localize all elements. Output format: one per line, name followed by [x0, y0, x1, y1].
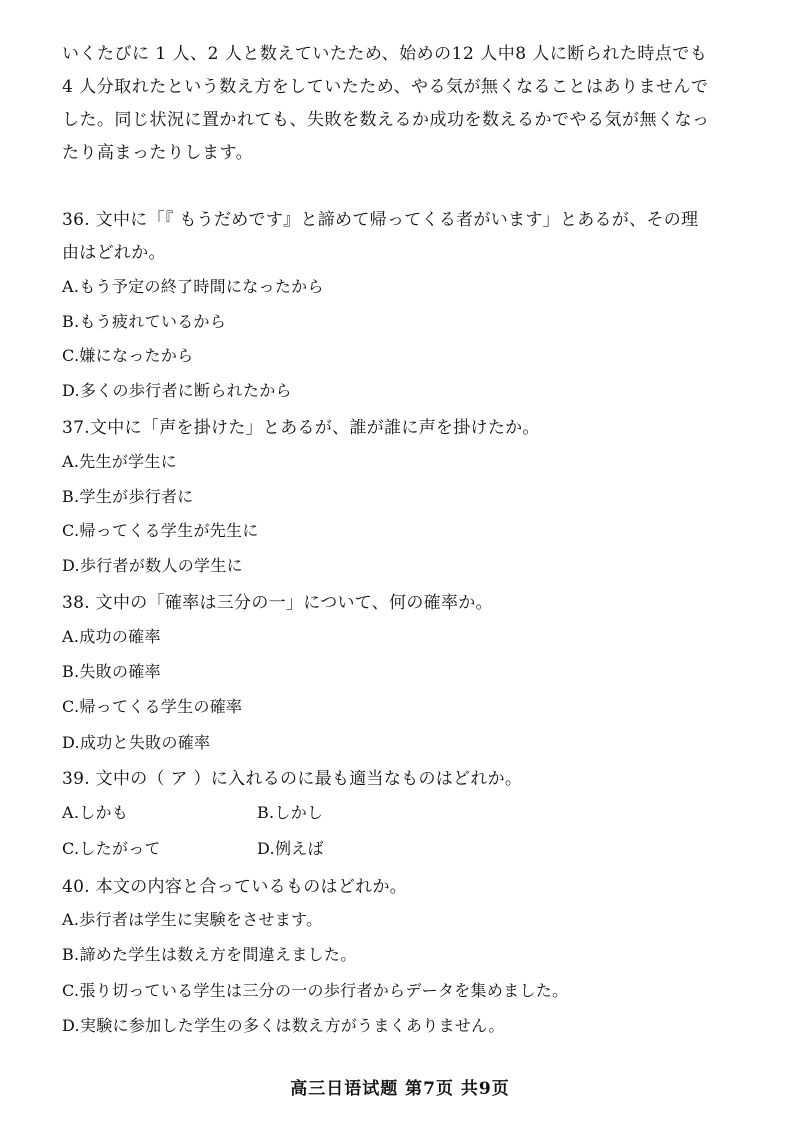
question-40-option-d: D.実験に参加した学生の多くは数え方がうまくありません。	[62, 1016, 505, 1035]
passage-line: 4 人分取れたという数え方をしていたため、やる気が無くなることはありませんで	[62, 77, 709, 97]
question-38-option-c: C.帰ってくる学生の確率	[62, 697, 243, 716]
question-36-stem: 36. 文中に「『 もうだめです』と諦めて帰ってくる者がいます」とあるが、その理	[62, 210, 699, 230]
question-36-stem-cont: 由はどれか。	[62, 243, 166, 263]
question-39-option-b: B.しかし	[257, 803, 324, 822]
question-37-option-b: B.学生が歩行者に	[62, 487, 194, 506]
question-39-option-a: A.しかも	[62, 803, 129, 822]
question-37-option-d: D.歩行者が数人の学生に	[62, 556, 243, 575]
question-36-option-d: D.多くの歩行者に断られたから	[62, 381, 292, 400]
question-38-option-d: D.成功と失敗の確率	[62, 733, 211, 752]
question-37-option-a: A.先生が学生に	[62, 452, 178, 471]
question-37-stem: 37.文中に「声を掛けた」とあるが、誰が誰に声を掛けたか。	[62, 418, 540, 438]
passage-line: いくたびに 1 人、2 人と数えていたため、始めの12 人中8 人に断られた時点でも	[62, 44, 708, 64]
page-footer: 高三日语试题 第7页 共9页	[290, 1079, 510, 1099]
question-38-option-a: A.成功の確率	[62, 627, 161, 646]
passage-line: した。同じ状況に置かれても、失敗を数えるか成功を数えるかでやる気が無くなっ	[62, 110, 710, 130]
question-40-option-a: A.歩行者は学生に実験をさせます。	[62, 910, 323, 929]
question-39-option-d: D.例えば	[257, 839, 324, 858]
question-36-option-a: A.もう予定の終了時間になったから	[62, 277, 324, 296]
question-36-option-c: C.嫌になったから	[62, 346, 194, 365]
passage-line: たり高まったりします。	[62, 143, 254, 163]
question-38-stem: 38. 文中の「確率は三分の一」について、何の確率か。	[62, 593, 493, 613]
question-36-option-b: B.もう疲れているから	[62, 312, 227, 331]
question-40-option-b: B.諦めた学生は数え方を間違えました。	[62, 945, 357, 964]
question-40-stem: 40. 本文の内容と合っているものはどれか。	[62, 877, 408, 897]
passage-ending	[62, 38, 752, 170]
question-40-option-c: C.張り切っている学生は三分の一の歩行者からデータを集めました。	[62, 981, 569, 1000]
question-39-stem: 39. 文中の（ ア ）に入れるのに最も適当なものはどれか。	[62, 769, 523, 789]
question-38-option-b: B.失敗の確率	[62, 662, 161, 681]
question-39-option-c: C.したがって	[62, 839, 161, 858]
question-37-option-c: C.帰ってくる学生が先生に	[62, 521, 259, 540]
